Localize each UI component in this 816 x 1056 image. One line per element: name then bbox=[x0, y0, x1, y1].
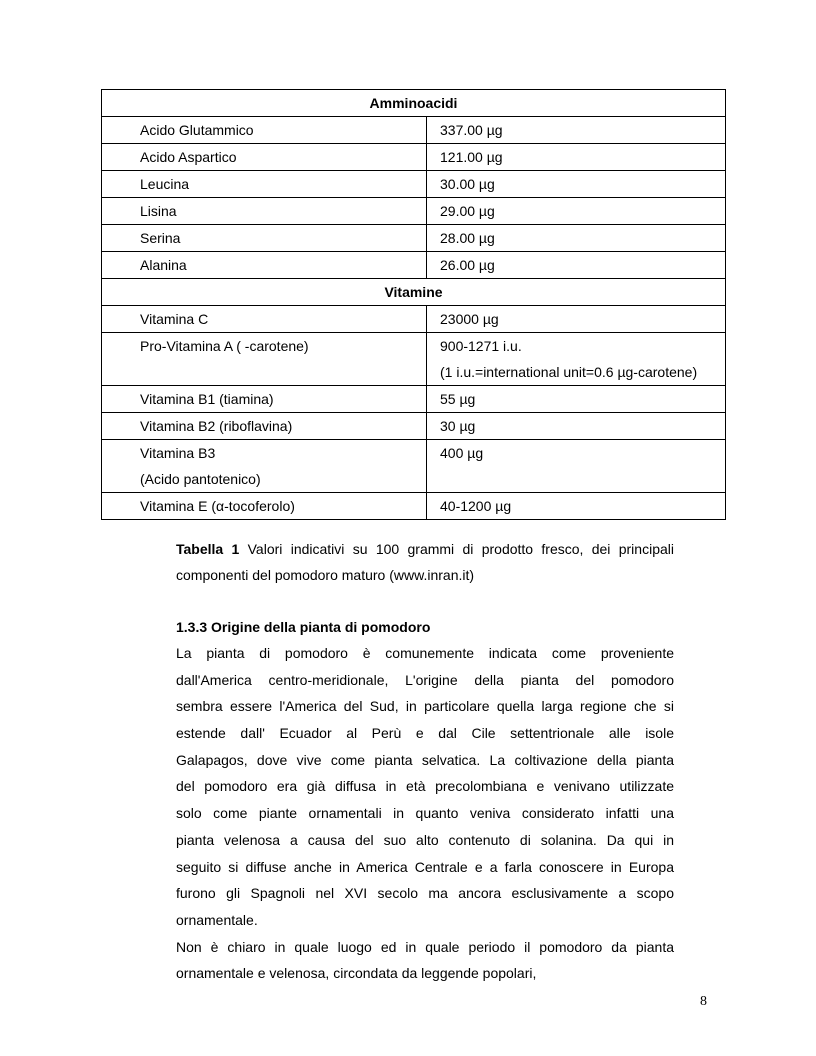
table-cell-value: 30 µg bbox=[427, 413, 726, 440]
table-caption bbox=[176, 536, 674, 588]
table-cell-value: 26.00 µg bbox=[427, 252, 726, 279]
page-number: 8 bbox=[700, 994, 707, 1009]
table-cell-value: 400 µg bbox=[427, 440, 726, 493]
caption-line bbox=[176, 536, 674, 562]
table-cell-name: Vitamina B1 (tiamina) bbox=[102, 386, 427, 413]
name-line: Vitamina B3 bbox=[140, 445, 216, 461]
table-row bbox=[102, 386, 726, 413]
table-row bbox=[102, 225, 726, 252]
body-line: pianta velenosa a causa del suo alto contenuto di solanina. Da qui in bbox=[176, 831, 674, 848]
caption-label: Tabella 1 bbox=[176, 541, 240, 557]
body-line: Galapagos, dove vive come pianta selvatica. La coltivazione della pianta bbox=[176, 751, 674, 768]
table-cell-name: Lisina bbox=[102, 198, 427, 225]
body-line: ornamentale e velenosa, circondata da leggende popolari, bbox=[176, 965, 537, 982]
table-cell-value: 337.00 µg bbox=[427, 117, 726, 144]
caption-text: Valori indicativi su 100 grammi di prodotto fresco, dei principali bbox=[239, 541, 674, 557]
section-header-vitamins: Vitamine bbox=[102, 279, 726, 306]
table-cell-value bbox=[427, 333, 726, 386]
value-note-line: (1 i.u.=international unit=0.6 µg-carotene) bbox=[440, 364, 698, 380]
table-cell-name: Acido Glutammico bbox=[102, 117, 427, 144]
nutrition-table bbox=[101, 89, 726, 520]
table-row bbox=[102, 198, 726, 225]
table-cell-name: Vitamina C bbox=[102, 306, 427, 333]
name-note-line: (Acido pantotenico) bbox=[140, 471, 261, 487]
table-cell-value: 30.00 µg bbox=[427, 171, 726, 198]
table-row bbox=[102, 493, 726, 520]
table-row bbox=[102, 306, 726, 333]
table-cell-name: Leucina bbox=[102, 171, 427, 198]
table-row bbox=[102, 117, 726, 144]
table-row bbox=[102, 440, 726, 493]
body-line: solo come piante ornamentali in quanto veniva considerato infatti una bbox=[176, 805, 674, 822]
table-cell-name: Pro-Vitamina A ( -carotene) bbox=[102, 333, 427, 386]
table-cell-value: 23000 µg bbox=[427, 306, 726, 333]
table-cell-name: Vitamina B2 (riboflavina) bbox=[102, 413, 427, 440]
table-row bbox=[102, 252, 726, 279]
table-cell-value: 40-1200 µg bbox=[427, 493, 726, 520]
table-row bbox=[102, 144, 726, 171]
body-line: La pianta di pomodoro è comunemente indicata come proveniente bbox=[176, 645, 674, 661]
body-paragraphs bbox=[176, 640, 674, 987]
body-line: ornamentale. bbox=[176, 911, 258, 928]
table-cell-name: Vitamina E (α-tocoferolo) bbox=[102, 493, 427, 520]
body-line: dall'America centro-meridionale, L'origine della pianta del pomodoro bbox=[176, 671, 674, 688]
table-cell-name: Alanina bbox=[102, 252, 427, 279]
body-line: estende dall' Ecuador al Perù e dal Cile settentrionale alle isole bbox=[176, 725, 674, 742]
table-section-row bbox=[102, 90, 726, 117]
table-cell-name bbox=[102, 440, 427, 493]
section-heading: 1.3.3 Origine della pianta di pomodoro bbox=[176, 619, 431, 635]
table-cell-value: 29.00 µg bbox=[427, 198, 726, 225]
body-line: Non è chiaro in quale luogo ed in quale periodo il pomodoro da pianta bbox=[176, 938, 674, 955]
table-row bbox=[102, 171, 726, 198]
body-line: furono gli Spagnoli nel XVI secolo ma ancora esclusivamente a scopo bbox=[176, 885, 674, 902]
value-line: 900-1271 i.u. bbox=[440, 338, 522, 354]
table-cell-value: 55 µg bbox=[427, 386, 726, 413]
table-cell-value: 28.00 µg bbox=[427, 225, 726, 252]
body-line: sembra essere l'America del Sud, in particolare quella larga regione che si bbox=[176, 698, 674, 715]
body-line: del pomodoro era già diffusa in età precolombiana e venivano utilizzate bbox=[176, 778, 674, 795]
table-cell-value: 121.00 µg bbox=[427, 144, 726, 171]
table-section-row bbox=[102, 279, 726, 306]
table-row bbox=[102, 333, 726, 386]
caption-line: componenti del pomodoro maturo (www.inran.it) bbox=[176, 567, 475, 583]
table-cell-name: Acido Aspartico bbox=[102, 144, 427, 171]
table-cell-name: Serina bbox=[102, 225, 427, 252]
section-header-aminoacids: Amminoacidi bbox=[102, 90, 726, 117]
body-line: seguito si diffuse anche in America Centrale e a farla conoscere in Europa bbox=[176, 858, 674, 875]
table-row bbox=[102, 413, 726, 440]
